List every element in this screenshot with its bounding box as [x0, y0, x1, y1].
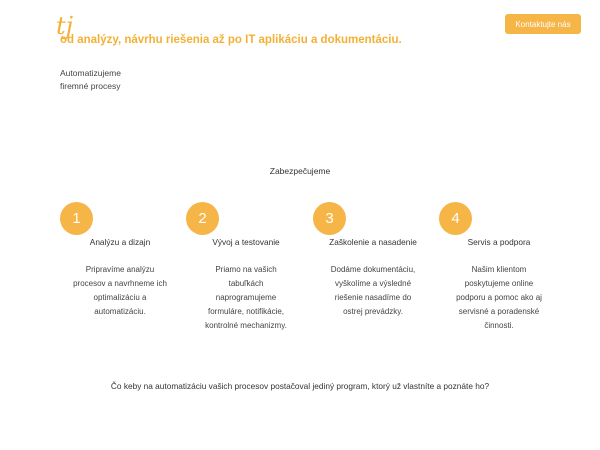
description-line: podporu a pomoc ako aj — [456, 293, 542, 302]
description-line: poskytujeme online — [464, 279, 534, 288]
contact-button[interactable]: Kontaktujte nás — [505, 14, 581, 34]
intro-text — [60, 67, 180, 93]
step-description — [70, 263, 170, 319]
description-line: riešenie nasadíme do — [334, 293, 412, 302]
step-title: Servis a podpora — [467, 237, 531, 247]
description-line: tabuľkách — [228, 279, 264, 288]
description-line: Dodáme dokumentáciu, — [330, 265, 416, 274]
closing-question: Čo keby na automatizáciu vašich procesov postačoval jediný program, ktorý už vlastníte a poznáte ho? — [110, 381, 490, 391]
description-line: naprogramujeme — [215, 293, 277, 302]
step-description — [196, 263, 296, 333]
step-number-circle: 1 — [60, 202, 93, 235]
description-line: formuláre, notifikácie, — [207, 307, 285, 316]
description-line: automatizáciu. — [94, 307, 146, 316]
step-title: Analýzu a dizajn — [89, 237, 151, 247]
step-description — [323, 263, 423, 319]
step-number-circle: 3 — [313, 202, 346, 235]
step-title: Vývoj a testovanie — [212, 237, 280, 247]
description-line: kontrolné mechanizmy. — [205, 321, 287, 330]
description-line: procesov a navrhneme ich — [73, 279, 167, 288]
description-line: Našim klientom — [471, 265, 527, 274]
step-title: Zaškolenie a nasadenie — [329, 237, 417, 247]
description-line: servisné a poradenské — [458, 307, 540, 316]
step-description — [449, 263, 549, 333]
description-line: vyškolíme a výsledné — [334, 279, 412, 288]
logo-text: tj — [56, 12, 74, 40]
description-line: optimalizáciu a — [93, 293, 147, 302]
step-number-circle: 2 — [186, 202, 219, 235]
tagline: od analýzy, návrhu riešenia až po IT aplikáciu a dokumentáciu. — [60, 34, 402, 46]
intro-line: firemné procesy — [60, 81, 121, 91]
description-line: Priamo na vašich — [215, 265, 277, 274]
step-number-circle: 4 — [439, 202, 472, 235]
description-line: ostrej prevádzky. — [343, 307, 403, 316]
description-line: činnosti. — [484, 321, 514, 330]
intro-line: Automatizujeme — [60, 68, 121, 78]
description-line: Pripravíme analýzu — [85, 265, 155, 274]
section-title: Zabezpečujeme — [269, 166, 331, 176]
